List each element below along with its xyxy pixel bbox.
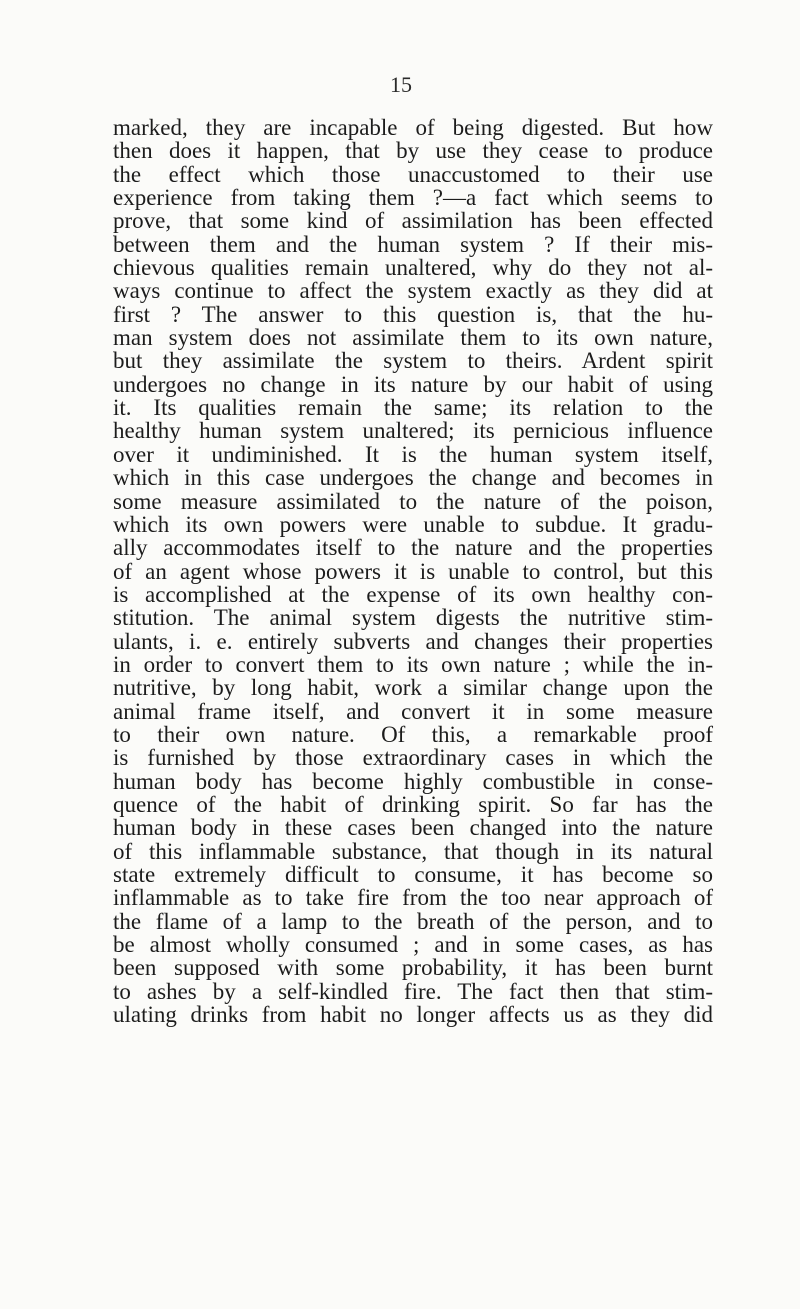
text-line: healthy human system unaltered; its pernicious influence bbox=[113, 418, 713, 444]
text-line: is accomplished at the expense of its own healthy con- bbox=[113, 581, 713, 607]
text-line: some measure assimilated to the nature of the poison, bbox=[113, 488, 713, 514]
text-line: been supposed with some probability, it has been burnt bbox=[113, 955, 713, 981]
text-line: the flame of a lamp to the breath of the person, and to bbox=[113, 908, 713, 934]
text-line: then does it happen, that by use they cease to produce bbox=[113, 138, 713, 164]
text-line: chievous qualities remain unaltered, why do they not al- bbox=[113, 255, 713, 281]
text-line: ulants, i. e. entirely subverts and changes their properties bbox=[113, 628, 713, 654]
text-line: nutritive, by long habit, work a similar change upon the bbox=[113, 675, 713, 701]
text-line: state extremely difficult to consume, it has become so bbox=[113, 862, 713, 887]
text-line: human body in these cases been changed into the nature bbox=[113, 815, 713, 841]
text-line: man system does not assimilate them to its own nature, bbox=[113, 325, 713, 351]
text-line: which in this case undergoes the change and becomes in bbox=[113, 465, 713, 491]
text-line: to ashes by a self-kindled fire. The fact then that stim- bbox=[113, 978, 713, 1004]
text-line: be almost wholly consumed ; and in some cases, as has bbox=[113, 932, 713, 958]
text-line: between them and the human system ? If their mis- bbox=[113, 231, 713, 257]
text-line: animal frame itself, and convert it in some measure bbox=[113, 698, 713, 724]
text-line: of an agent whose powers it is unable to control, but this bbox=[113, 558, 713, 584]
text-line: it. Its qualities remain the same; its relation to the bbox=[113, 395, 713, 421]
text-line: in order to convert them to its own nature ; while the in- bbox=[113, 651, 713, 677]
text-line: human body has become highly combustible in conse- bbox=[113, 768, 713, 794]
text-line: over it undiminished. It is the human system itself, bbox=[113, 441, 713, 467]
body-text bbox=[113, 116, 713, 1026]
text-line: prove, that some kind of assimilation has been effected bbox=[113, 208, 713, 234]
text-line: but they assimilate the system to theirs. Ardent spirit bbox=[113, 348, 713, 374]
text-line: stitution. The animal system digests the nutritive stim- bbox=[113, 605, 713, 631]
text-line: ally accommodates itself to the nature and the properties bbox=[113, 535, 713, 561]
text-line: to their own nature. Of this, a remarkable proof bbox=[113, 721, 713, 747]
text-line: quence of the habit of drinking spirit. So far has the bbox=[113, 791, 713, 817]
page-number: 15 bbox=[390, 72, 412, 97]
text-line: undergoes no change in its nature by our habit of using bbox=[113, 371, 713, 397]
text-line: ulating drinks from habit no longer affects us as they did bbox=[113, 1002, 713, 1028]
text-line: of this inflammable substance, that though in its natural bbox=[113, 838, 713, 864]
text-line: experience from taking them ?—a fact which seems to bbox=[113, 185, 713, 211]
text-line: first ? The answer to this question is, that the hu- bbox=[113, 301, 713, 327]
text-line: is furnished by those extraordinary cases in which the bbox=[113, 745, 713, 771]
text-line: ways continue to affect the system exactly as they did at bbox=[113, 278, 713, 304]
text-line: the effect which those unaccustomed to their use bbox=[113, 161, 713, 187]
text-line: which its own powers were unable to subdue. It gradu- bbox=[113, 511, 713, 537]
text-line: marked, they are incapable of being digested. But how bbox=[113, 115, 713, 140]
text-line: inflammable as to take fire from the too near approach of bbox=[113, 885, 713, 911]
